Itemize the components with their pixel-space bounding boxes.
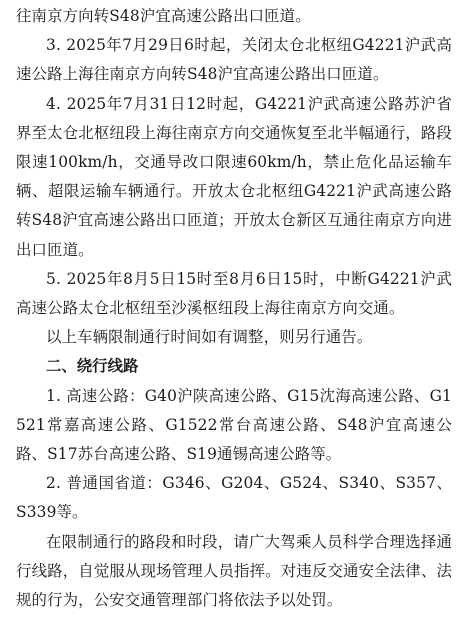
paragraph-closing-notice: 在限制通行的路段和时段，请广大驾乘人员科学合理选择通行线路，自觉服从现场管理人员指挥。对违反交通安全法律、法规的行为，公安交通管理部门将依法予以处罚。 bbox=[16, 532, 452, 610]
paragraph-detour-expressway: 1. 高速公路：G40沪陕高速公路、G15沈海高速公路、G1521常嘉高速公路、G1522常台高速公路、S48沪宜高速公路、S17苏台高速公路、S19通锡高速公路等。 bbox=[16, 386, 452, 464]
paragraph-continuation: 往南京方向转S48沪宜高速公路出口匝道。 bbox=[16, 7, 311, 25]
paragraph-item-5: 5. 2025年8月5日15时至8月6日15时，中断G4221沪武高速公路太仓北枢纽至沙溪枢纽段上海往南京方向交通。 bbox=[16, 269, 452, 318]
paragraph-detour-ordinary-roads: 2. 普通国省道：G346、G204、G524、S340、S357、S339等。 bbox=[16, 474, 452, 522]
section-heading-detour: 二、绕行线路 bbox=[46, 357, 139, 376]
paragraph-item-4: 4. 2025年7月31日12时起，G4221沪武高速公路苏沪省界至太仓北枢纽段上海往南京方向交通恢复至北半幅通行，路段限速100km/h，交通导改口限速60km/h，禁止危化品运输车辆、超限运输车辆通行。开放太仓北枢纽G4221沪武高速公路转S48沪宜高速公路出口匝道；开放太仓新区互通往南京方向进出口匝道。 bbox=[16, 94, 452, 259]
paragraph-item-3: 3. 2025年7月29日6时起，关闭太仓北枢纽G4221沪武高速公路上海往南京方向转S48沪宜高速公路出口匝道。 bbox=[16, 36, 452, 84]
paragraph-adjustment-note: 以上车辆限制通行时间如有调整，则另行通告。 bbox=[46, 328, 373, 347]
